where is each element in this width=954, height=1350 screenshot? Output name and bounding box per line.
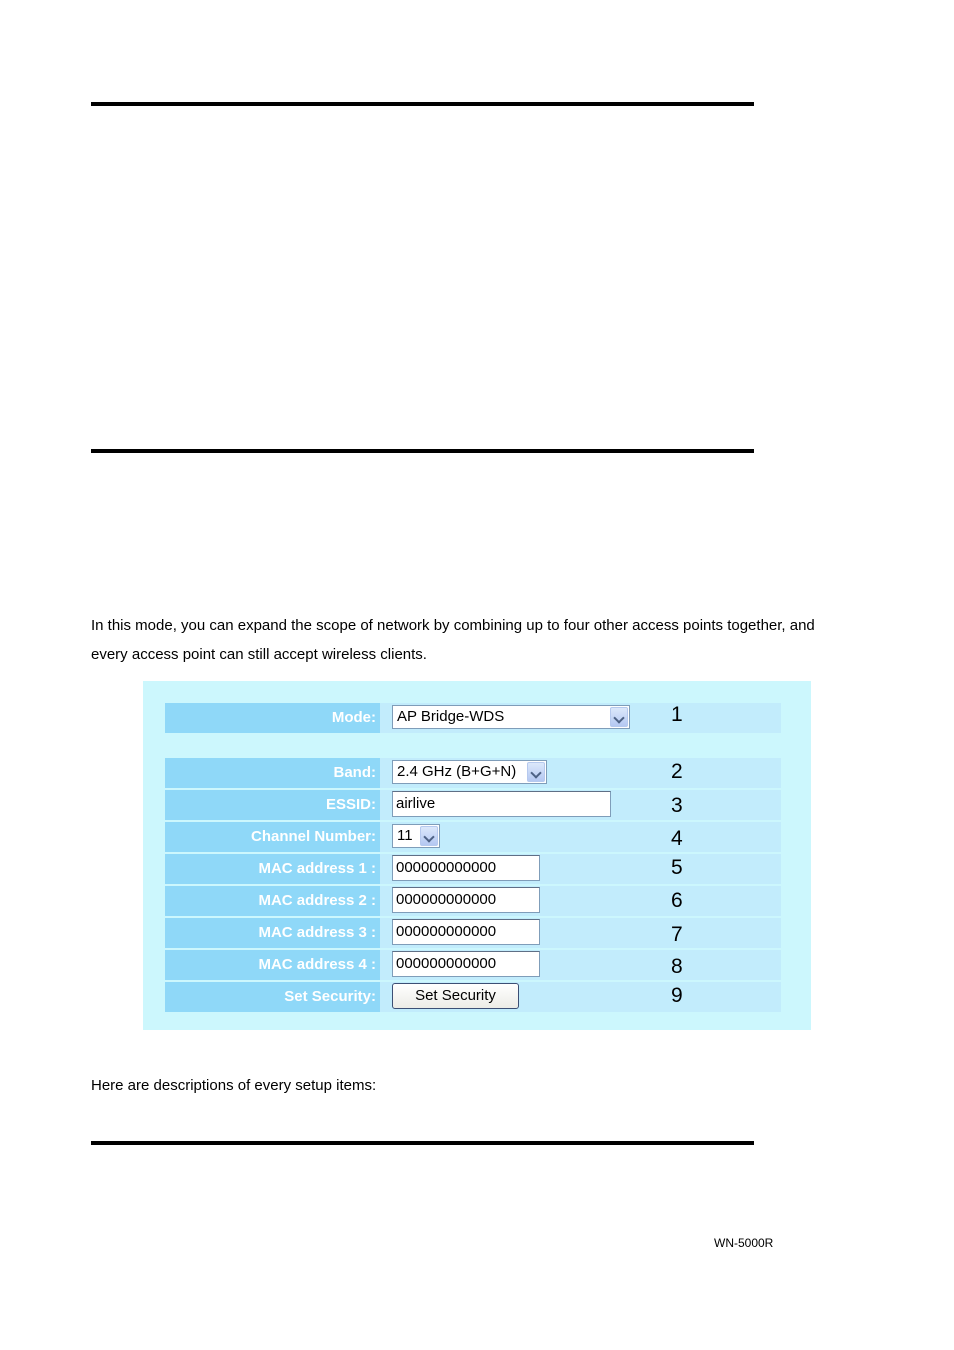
mode-label: Mode: xyxy=(165,703,380,733)
essid-label: ESSID: xyxy=(165,790,380,820)
chevron-down-icon[interactable] xyxy=(610,707,628,727)
set-security-button[interactable]: Set Security xyxy=(392,983,519,1009)
channel-row xyxy=(165,822,781,852)
horizontal-rule xyxy=(91,102,754,106)
mac4-label: MAC address 4 : xyxy=(165,950,380,980)
mac1-input[interactable]: 000000000000 xyxy=(392,855,540,881)
wds-settings-screenshot xyxy=(143,681,811,1030)
horizontal-rule xyxy=(91,449,754,453)
callout-number: 4 xyxy=(671,827,683,850)
mac2-input[interactable]: 000000000000 xyxy=(392,887,540,913)
essid-row xyxy=(165,790,781,820)
intro-line-1: In this mode, you can expand the scope of network by combining up to four other access points together, and xyxy=(91,617,815,634)
channel-select[interactable] xyxy=(392,824,440,848)
chevron-down-icon[interactable] xyxy=(420,826,438,846)
essid-input[interactable]: airlive xyxy=(392,791,611,817)
mac1-row xyxy=(165,854,781,884)
callout-number: 6 xyxy=(671,889,683,912)
mode-value: AP Bridge-WDS xyxy=(397,708,505,725)
callout-number: 5 xyxy=(671,856,683,879)
mac3-row xyxy=(165,918,781,948)
mac4-row xyxy=(165,950,781,980)
mac3-label: MAC address 3 : xyxy=(165,918,380,948)
band-value: 2.4 GHz (B+G+N) xyxy=(397,763,517,780)
horizontal-rule xyxy=(91,1141,754,1145)
band-row xyxy=(165,758,781,788)
channel-value: 11 xyxy=(397,827,413,844)
security-row xyxy=(165,982,781,1012)
mac1-label: MAC address 1 : xyxy=(165,854,380,884)
mode-row xyxy=(165,703,781,733)
mac3-input[interactable]: 000000000000 xyxy=(392,919,540,945)
callout-number: 1 xyxy=(671,703,683,726)
chevron-down-icon[interactable] xyxy=(527,762,545,782)
mode-select[interactable] xyxy=(392,705,630,729)
callout-number: 2 xyxy=(671,760,683,783)
mac2-row xyxy=(165,886,781,916)
intro-line-2: every access point can still accept wireless clients. xyxy=(91,646,427,663)
callout-number: 3 xyxy=(671,794,683,817)
model-footer: WN-5000R xyxy=(714,1236,774,1250)
mac4-input[interactable]: 000000000000 xyxy=(392,951,540,977)
band-label: Band: xyxy=(165,758,380,788)
outro-text: Here are descriptions of every setup items: xyxy=(91,1077,377,1094)
callout-number: 8 xyxy=(671,955,683,978)
callout-number: 9 xyxy=(671,984,683,1007)
band-select[interactable] xyxy=(392,760,547,784)
callout-number: 7 xyxy=(671,923,683,946)
security-label: Set Security: xyxy=(165,982,380,1012)
channel-label: Channel Number: xyxy=(165,822,380,852)
mac2-label: MAC address 2 : xyxy=(165,886,380,916)
